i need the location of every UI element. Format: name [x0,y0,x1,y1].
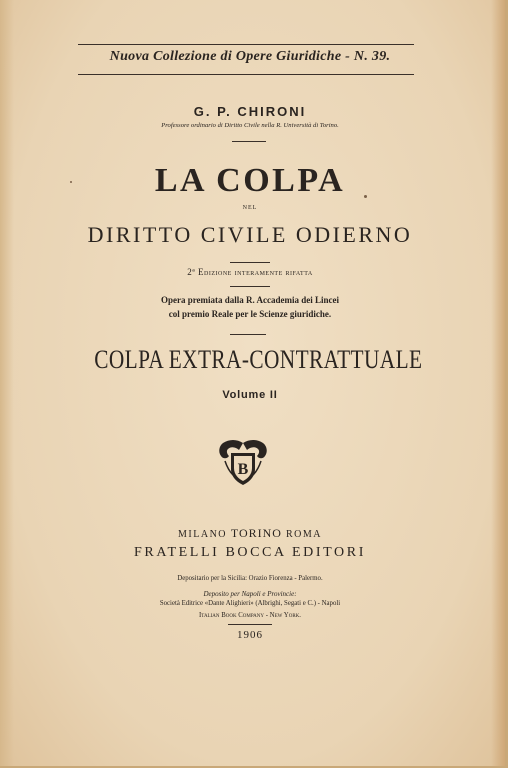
svg-text:B: B [237,461,249,478]
city-torino: TORINO [230,526,282,540]
award-line-2: col premio Reale per le Scienze giuridiche. [168,309,332,319]
series-top-rule [78,44,414,45]
imprint-cities [120,526,380,541]
city-roma: ROMA [285,529,322,540]
edition-top-rule [230,262,270,263]
year-top-rule [228,624,272,625]
award-line-1: Opera premiata dalla R. Accademia dei Lincei [160,295,340,305]
author-affiliation: Professore ordinario di Diritto Civile nella R. Università di Torino. [161,122,339,129]
edition-bottom-rule [230,286,270,287]
paper-edge-left [0,0,14,766]
award-rule [230,334,266,335]
paper-speck [70,181,72,183]
deposit-naples: Società Editrice «Dante Alighieri» (Albrighi, Segati e C.) - Napoli [159,600,341,607]
paper-speck [364,195,367,198]
depositary-sicily: Depositario per la Sicilia: Orazio Fiorenza - Palermo. [177,575,323,582]
edition-note: 2ª Edizione interamente rifatta [187,267,313,277]
publisher-name: FRATELLI BOCCA EDITORI [134,545,366,560]
publisher-crest-icon [217,437,269,487]
volume-label: Volume II [222,389,278,401]
author-name: G. P. CHIRONI [193,104,307,119]
series-bottom-rule [78,74,414,75]
deposit-heading: Deposito per Napoli e Provincie: [203,590,297,598]
subtitle: DIRITTO CIVILE ODIERNO [87,222,413,247]
main-title: LA COLPA [154,162,346,199]
paper-edge-right [491,0,505,766]
title-connector: NEL [242,205,258,211]
part-title: COLPA EXTRA-CONTRATTUALE [94,345,423,374]
series-heading: Nuova Collezione di Opere Giuridiche - N. 39. [109,49,391,64]
city-milano: MILANO [178,529,228,540]
deposit-new-york: Italian Book Company - New York. [199,612,301,619]
publication-year: 1906 [237,629,263,641]
author-rule [232,141,266,142]
